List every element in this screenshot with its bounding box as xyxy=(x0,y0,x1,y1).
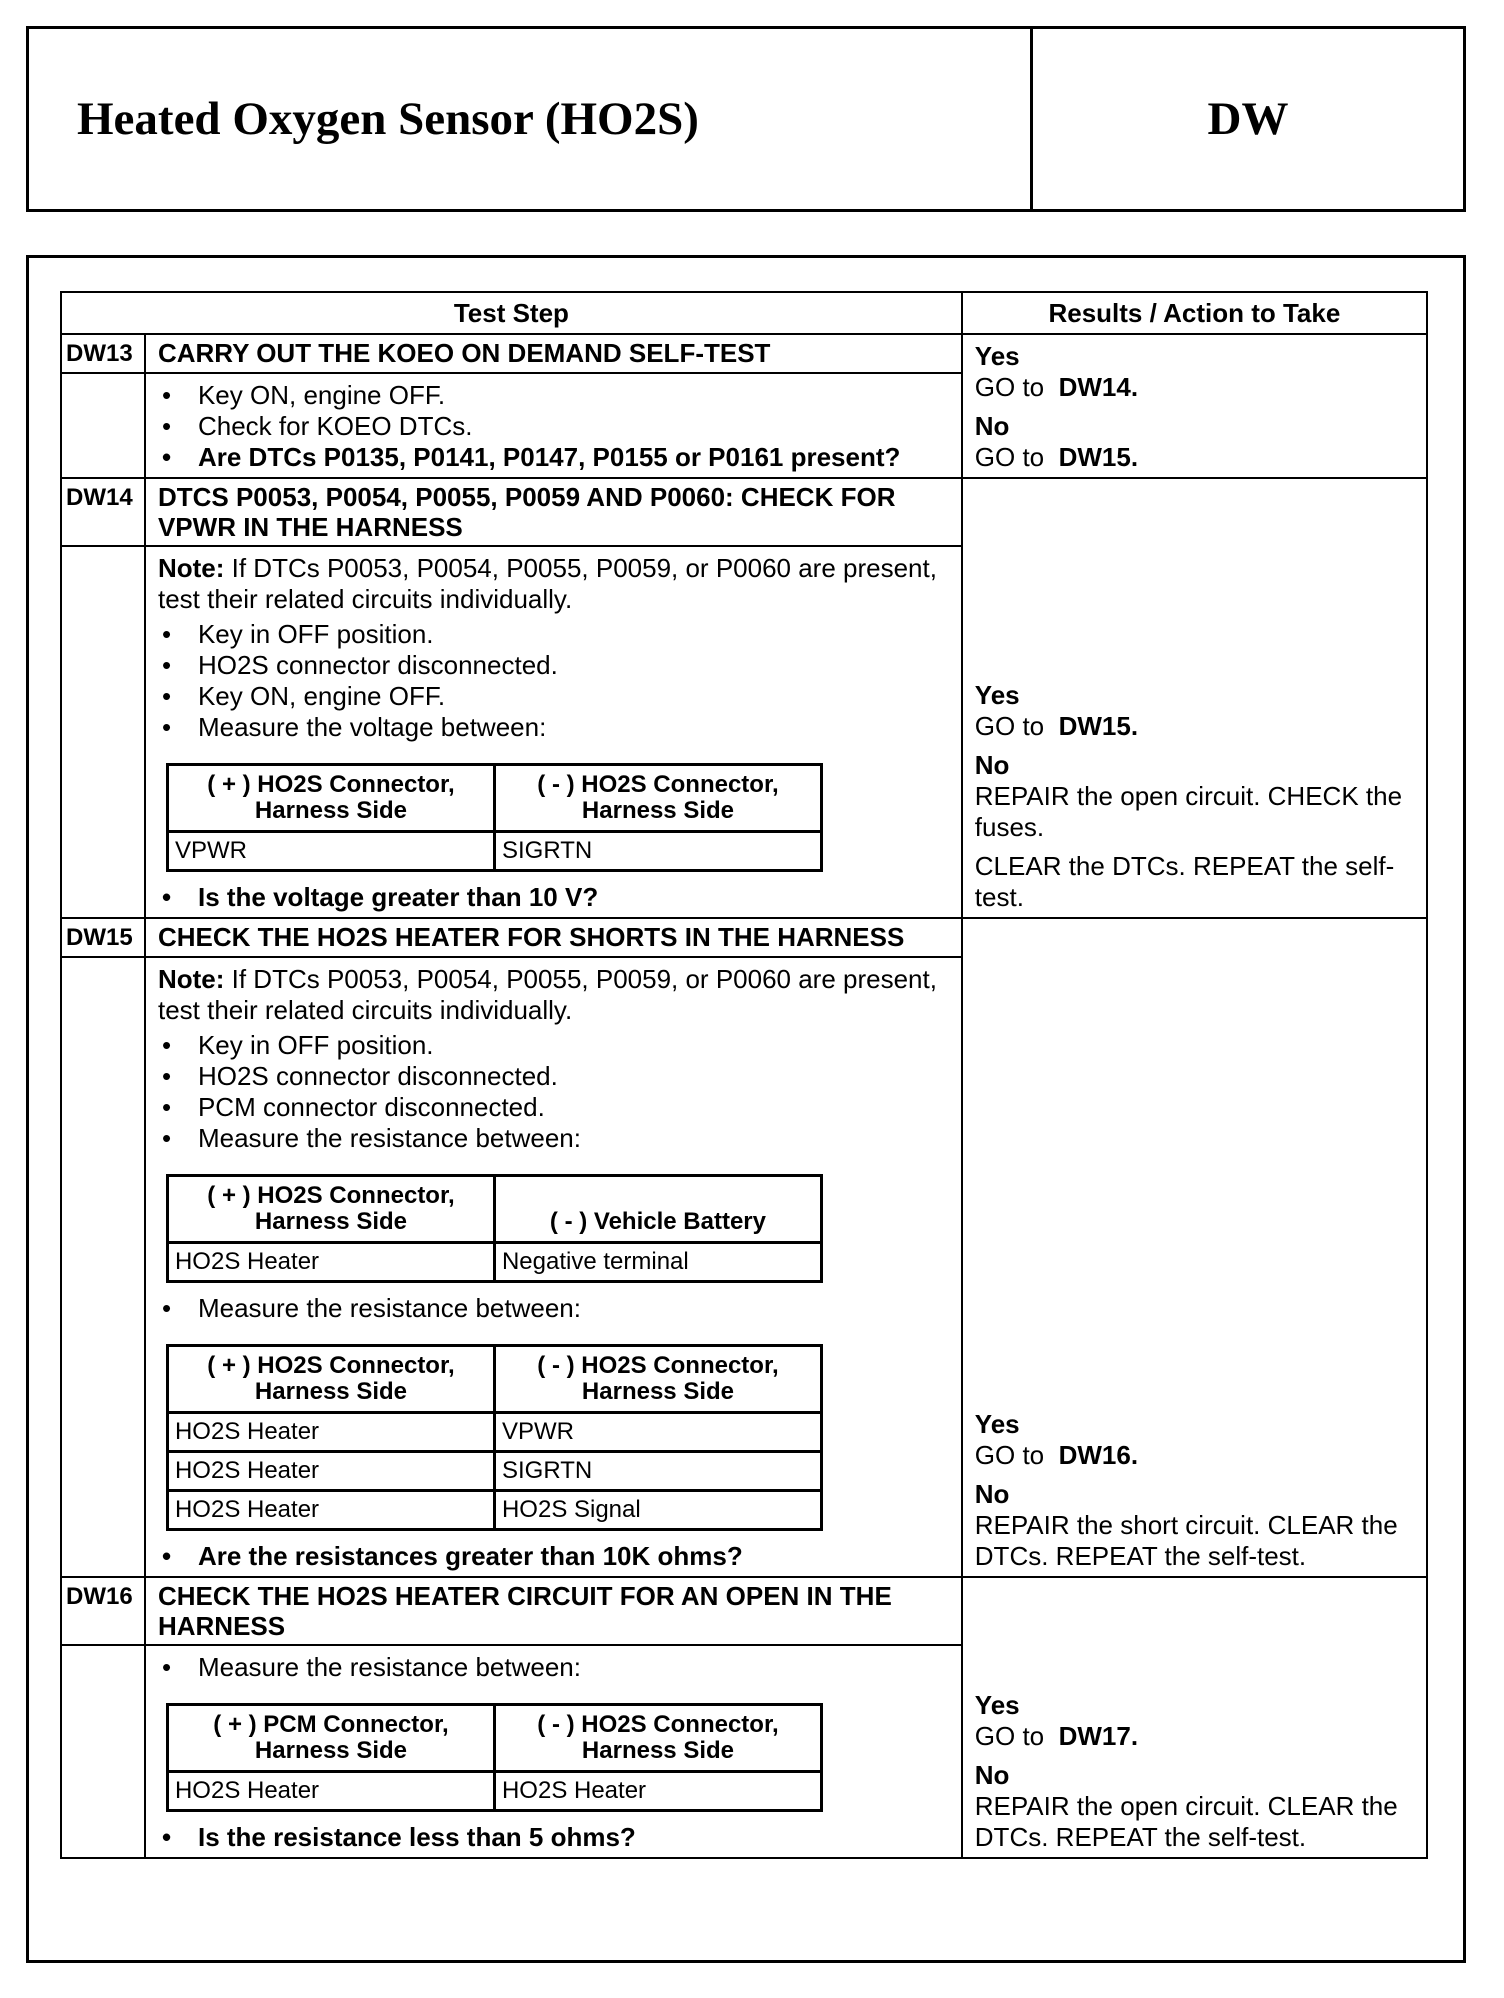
no-label: No xyxy=(974,411,1010,441)
list-item: • HO2S connector disconnected. xyxy=(158,650,949,681)
step-body xyxy=(145,957,962,1577)
table-cell: SIGRTN xyxy=(494,832,821,871)
step-question: • Are DTCs P0135, P0141, P0147, P0155 or P0161 present? xyxy=(158,442,949,473)
table-cell: HO2S Heater xyxy=(167,1452,494,1491)
yes-label: Yes xyxy=(974,341,1020,371)
list-item: • Key ON, engine OFF. xyxy=(158,681,949,712)
section-code: DW xyxy=(1030,29,1463,209)
step-body xyxy=(145,1645,962,1858)
table-cell: HO2S Heater xyxy=(167,1491,494,1530)
step-body xyxy=(145,373,962,478)
step-title: CARRY OUT THE KOEO ON DEMAND SELF-TEST xyxy=(145,334,962,373)
results-header: Results / Action to Take xyxy=(962,292,1427,334)
yes-label: Yes xyxy=(974,1690,1020,1720)
yes-action: GO to DW16. xyxy=(974,1440,1139,1470)
table-header-cell: ( + ) HO2S Connector, Harness Side xyxy=(167,1346,494,1413)
table-cell: HO2S Heater xyxy=(167,1413,494,1452)
table-header-row xyxy=(61,292,1427,334)
table-cell: HO2S Signal xyxy=(494,1491,821,1530)
measurement-table xyxy=(166,763,823,872)
list-item: • Key in OFF position. xyxy=(158,619,949,650)
step-id: DW14 xyxy=(61,478,145,546)
list-item: • Measure the resistance between: xyxy=(158,1652,949,1683)
step-title: DTCS P0053, P0054, P0055, P0059 AND P0060: CHECK FOR VPWR IN THE HARNESS xyxy=(145,478,962,546)
list-item: • Key ON, engine OFF. xyxy=(158,380,949,411)
yes-label: Yes xyxy=(974,680,1020,710)
table-cell: HO2S Heater xyxy=(167,1243,494,1282)
table-row xyxy=(167,1413,821,1452)
list-item: • HO2S connector disconnected. xyxy=(158,1061,949,1092)
yes-action: GO to DW14. xyxy=(974,372,1139,402)
table-row xyxy=(167,832,821,871)
list-item: • Check for KOEO DTCs. xyxy=(158,411,949,442)
step-dw15-title-row xyxy=(61,918,1427,957)
step-dw16-title-row xyxy=(61,1577,1427,1645)
list-item: • PCM connector disconnected. xyxy=(158,1092,949,1123)
table-header-cell: ( - ) HO2S Connector, Harness Side xyxy=(494,765,821,832)
step-title: CHECK THE HO2S HEATER FOR SHORTS IN THE HARNESS xyxy=(145,918,962,957)
test-step-header: Test Step xyxy=(61,292,962,334)
table-cell: HO2S Heater xyxy=(167,1772,494,1811)
page-title: Heated Oxygen Sensor (HO2S) xyxy=(77,93,699,145)
table-header-cell: ( + ) PCM Connector, Harness Side xyxy=(167,1705,494,1772)
no-action-followup: CLEAR the DTCs. REPEAT the self-test. xyxy=(974,851,1395,912)
table-header-cell: ( + ) HO2S Connector, Harness Side xyxy=(167,1176,494,1243)
step-body xyxy=(145,546,962,918)
step-question: • Are the resistances greater than 10K ohms? xyxy=(158,1541,949,1572)
step-question: • Is the resistance less than 5 ohms? xyxy=(158,1822,949,1853)
step-note: Note: If DTCs P0053, P0054, P0055, P0059, or P0060 are present, test their related circuits individually. xyxy=(157,553,937,614)
table-row xyxy=(167,1452,821,1491)
table-cell: VPWR xyxy=(167,832,494,871)
measurement-table xyxy=(166,1344,823,1531)
table-cell: HO2S Heater xyxy=(494,1772,821,1811)
yes-action: GO to DW17. xyxy=(974,1721,1139,1751)
step-result xyxy=(962,478,1427,918)
no-action: GO to DW15. xyxy=(974,442,1139,472)
table-cell: VPWR xyxy=(494,1413,821,1452)
table-header-cell: ( + ) HO2S Connector, Harness Side xyxy=(167,765,494,832)
table-row xyxy=(167,1772,821,1811)
step-dw13-title-row xyxy=(61,334,1427,373)
list-item: • Measure the resistance between: xyxy=(158,1123,949,1154)
table-header-cell: ( - ) HO2S Connector, Harness Side xyxy=(494,1705,821,1772)
no-label: No xyxy=(974,1760,1010,1790)
step-result xyxy=(962,1577,1427,1858)
no-action: REPAIR the open circuit. CLEAR the DTCs. REPEAT the self-test. xyxy=(974,1791,1398,1852)
step-id: DW13 xyxy=(61,334,145,373)
step-id: DW16 xyxy=(61,1577,145,1645)
step-result xyxy=(962,918,1427,1577)
table-cell: SIGRTN xyxy=(494,1452,821,1491)
no-action: REPAIR the open circuit. CHECK the fuses. xyxy=(974,781,1403,842)
table-header-cell: ( - ) Vehicle Battery xyxy=(494,1176,821,1243)
step-id: DW15 xyxy=(61,918,145,957)
no-label: No xyxy=(974,750,1010,780)
step-title: CHECK THE HO2S HEATER CIRCUIT FOR AN OPEN IN THE HARNESS xyxy=(145,1577,962,1645)
no-action: REPAIR the short circuit. CLEAR the DTCs. REPEAT the self-test. xyxy=(974,1510,1398,1571)
table-row xyxy=(167,1491,821,1530)
measurement-table xyxy=(166,1703,823,1812)
test-step-table xyxy=(60,291,1428,1859)
no-label: No xyxy=(974,1479,1010,1509)
yes-label: Yes xyxy=(974,1409,1020,1439)
table-cell: Negative terminal xyxy=(494,1243,821,1282)
page-header xyxy=(26,26,1466,212)
list-item: • Measure the voltage between: xyxy=(158,712,949,743)
step-result xyxy=(962,334,1427,478)
list-item: • Measure the resistance between: xyxy=(158,1293,949,1324)
yes-action: GO to DW15. xyxy=(974,711,1139,741)
table-row xyxy=(167,1243,821,1282)
measurement-table xyxy=(166,1174,823,1283)
step-dw14-title-row xyxy=(61,478,1427,546)
list-item: • Key in OFF position. xyxy=(158,1030,949,1061)
step-question: • Is the voltage greater than 10 V? xyxy=(158,882,949,913)
table-header-cell: ( - ) HO2S Connector, Harness Side xyxy=(494,1346,821,1413)
step-note: Note: If DTCs P0053, P0054, P0055, P0059, or P0060 are present, test their related circuits individually. xyxy=(157,964,937,1025)
